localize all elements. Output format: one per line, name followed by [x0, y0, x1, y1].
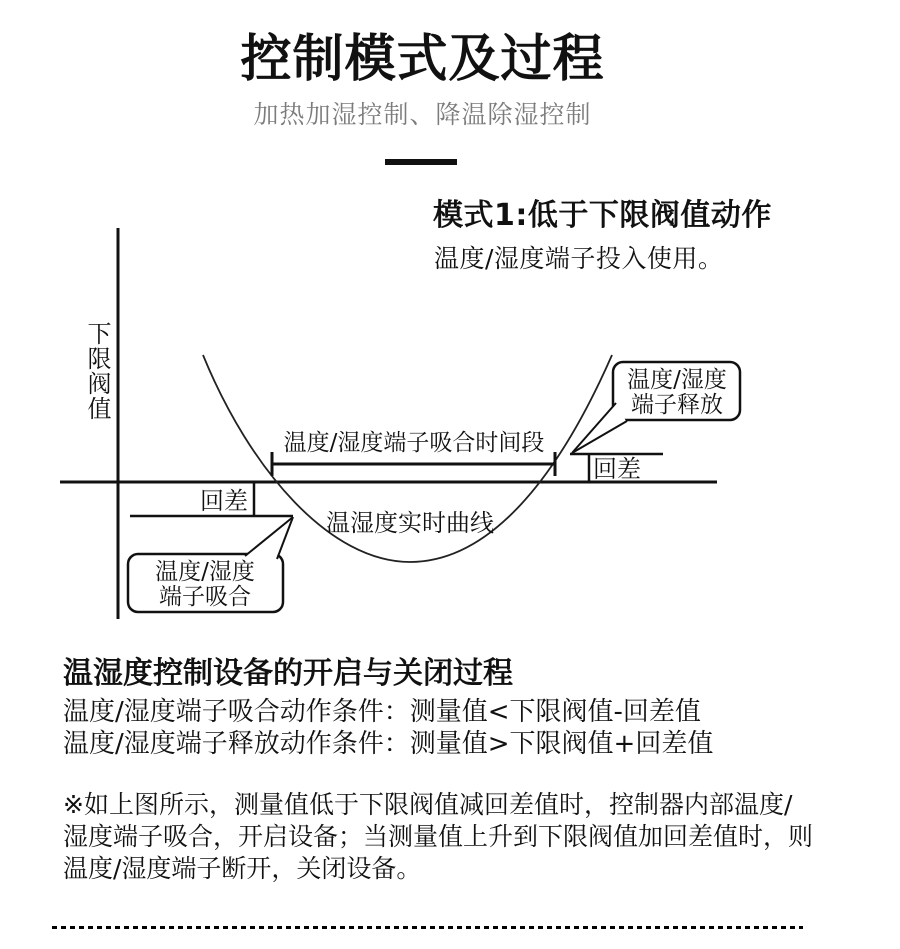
control-diagram	[40, 195, 750, 640]
bottom-dashed-divider	[52, 926, 803, 929]
release-callout-line1: 温度/湿度	[627, 367, 727, 393]
y-axis-label: 下限阀值	[83, 321, 111, 421]
pull-in-callout-line1: 温度/湿度	[155, 559, 255, 585]
pull-in-duration-bracket	[272, 430, 555, 476]
process-heading: 温湿度控制设备的开启与关闭过程	[63, 656, 513, 691]
pull-in-callout-line2: 端子吸合	[159, 584, 251, 610]
page-subtitle: 加热加湿控制、降温除湿控制	[253, 100, 592, 129]
header	[0, 0, 845, 129]
release-callout	[572, 362, 740, 453]
mode-subtitle: 温度/湿度端子投入使用。	[434, 244, 724, 273]
pull-in-duration-label: 温度/湿度端子吸合时间段	[283, 430, 545, 456]
release-callout-line2: 端子释放	[631, 392, 723, 418]
title-underline-bar	[385, 159, 457, 165]
hysteresis-left-label: 回差	[200, 487, 248, 515]
mode-title: 模式1:低于下限阀值动作	[433, 198, 772, 233]
hysteresis-right-label: 回差	[593, 455, 641, 483]
page-title: 控制模式及过程	[240, 30, 605, 89]
note-line: ※如上图所示，测量值低于下限阀值减回差值时，控制器内部温度/	[63, 790, 793, 819]
note-line: 温度/湿度端子断开，关闭设备。	[63, 854, 422, 883]
hysteresis-left-group	[130, 483, 293, 516]
hysteresis-right-group	[570, 454, 663, 483]
release-condition: 温度/湿度端子释放动作条件：测量值>下限阀值+回差值	[63, 729, 714, 759]
pull-in-condition: 温度/湿度端子吸合动作条件：测量值<下限阀值-回差值	[63, 697, 701, 727]
process-note	[63, 789, 863, 885]
pull-in-callout	[128, 517, 293, 612]
curve-label: 温湿度实时曲线	[326, 509, 494, 537]
release-callout-pointer	[572, 404, 626, 453]
note-line: 湿度端子吸合，开启设备；当测量值上升到下限阀值加回差值时，则	[63, 822, 814, 851]
